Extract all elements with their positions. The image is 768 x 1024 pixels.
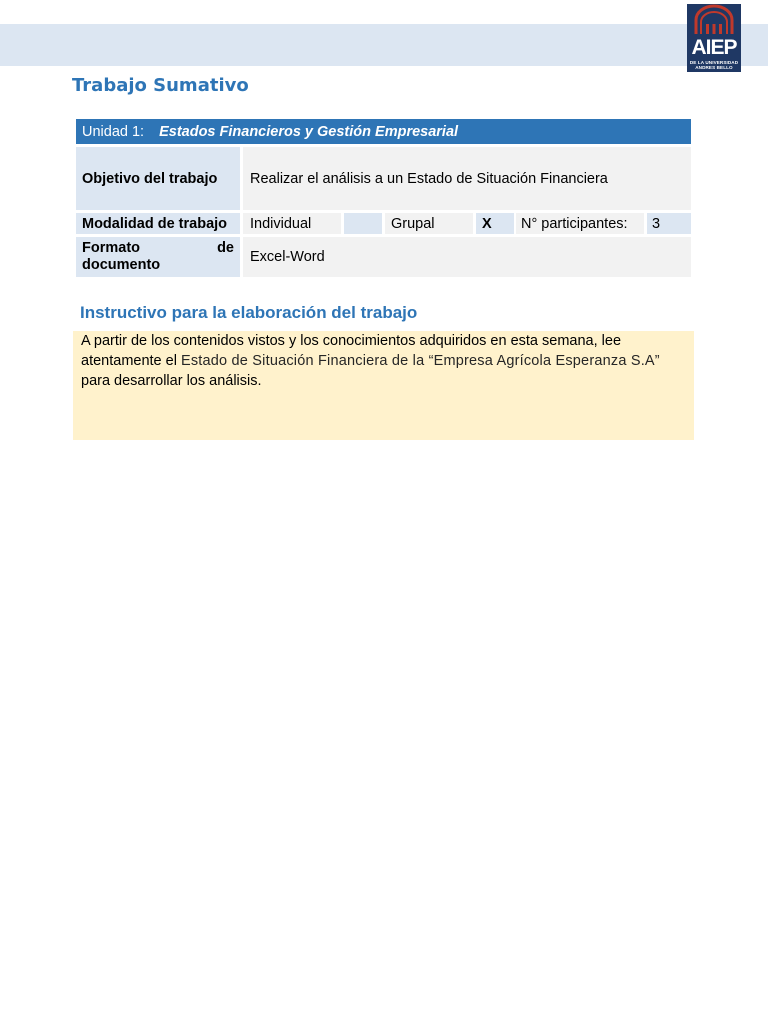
aiep-logo bbox=[687, 4, 741, 72]
logo-subtitle-2: ANDRES BELLO bbox=[695, 65, 733, 70]
formato-label-word1: Formato bbox=[82, 240, 140, 256]
modalidad-individual: Individual bbox=[243, 213, 341, 234]
unit-title: Estados Financieros y Gestión Empresarial bbox=[159, 123, 459, 140]
instructions-line-3: para desarrollar los análisis. bbox=[81, 373, 262, 389]
individual-mark-cell bbox=[344, 213, 382, 234]
instructions-line-1: A partir de los contenidos vistos y los conocimientos adquiridos en esta semana, lee bbox=[81, 333, 622, 349]
formato-label bbox=[76, 237, 240, 277]
logo-subtitle-1: DE LA UNIVERSIDAD bbox=[689, 60, 739, 65]
modalidad-label: Modalidad de trabajo bbox=[76, 213, 240, 234]
instructions-box bbox=[73, 331, 694, 440]
building-arch-icon bbox=[687, 4, 741, 38]
instructions-line-2-prefix: atentamente el bbox=[81, 353, 181, 369]
financial-statement-reference: Estado de Situación Financiera de la “Empresa Agrícola Esperanza S.A” bbox=[180, 353, 660, 369]
formato-label-word2: de bbox=[217, 240, 234, 256]
page-title: Trabajo Sumativo bbox=[72, 75, 249, 96]
logo-wordmark: AIEP bbox=[691, 36, 737, 59]
header-band bbox=[0, 24, 768, 66]
unit-label: Unidad 1: bbox=[82, 123, 145, 140]
formato-value: Excel-Word bbox=[243, 237, 691, 277]
participants-label: N° participantes: bbox=[516, 213, 644, 234]
formato-label-word3: documento bbox=[82, 257, 161, 273]
unit-header bbox=[76, 119, 691, 144]
objetivo-label: Objetivo del trabajo bbox=[76, 147, 240, 210]
instructions-line-2 bbox=[81, 351, 686, 371]
objetivo-value: Realizar el análisis a un Estado de Situación Financiera bbox=[243, 147, 691, 210]
participants-value: 3 bbox=[647, 213, 691, 234]
grupal-mark-cell: X bbox=[476, 213, 514, 234]
modalidad-grupal: Grupal bbox=[385, 213, 473, 234]
instructions-heading: Instructivo para la elaboración del trabajo bbox=[80, 303, 418, 322]
